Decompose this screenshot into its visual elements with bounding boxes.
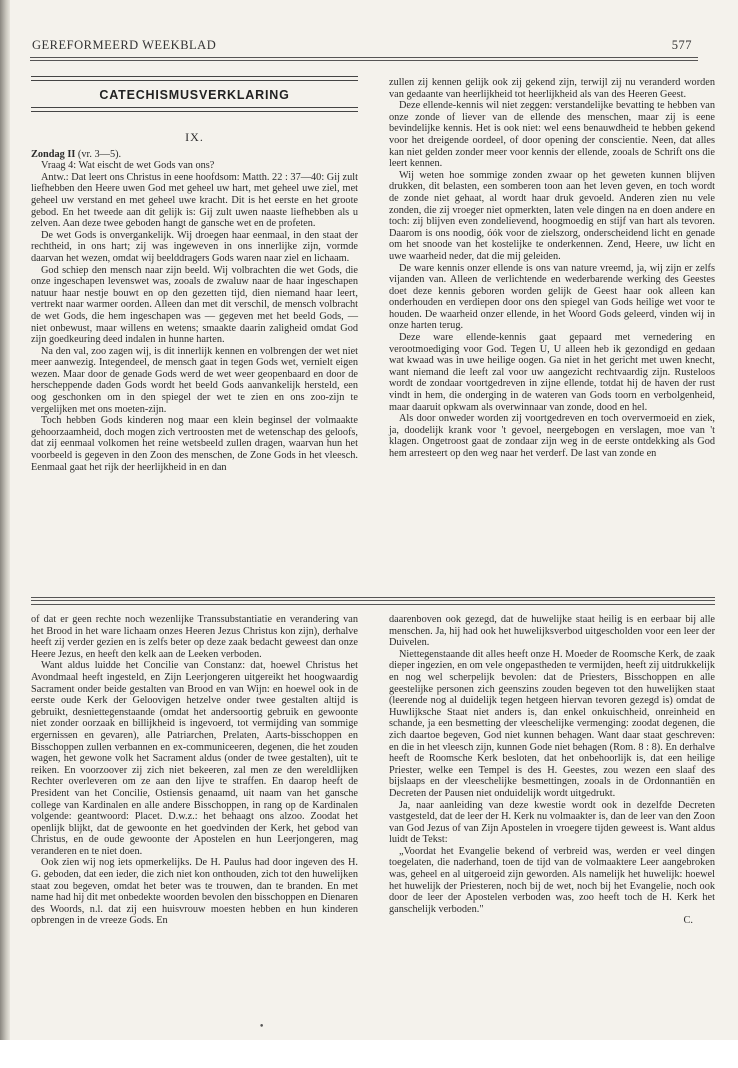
author-signature: C.	[683, 915, 693, 927]
paragraph: God schiep den mensch naar zijn beeld. Wij volbrachten die wet Gods, die onze ingeschapen levenswet was, zooals de zwaluw naar de haar ingeschapen natuur haar nestje bouwt en op den gezetten tijd, dien niemand haar leert, vertrekt naar warmer oorden. Alleen dan met dit verschil, de mensch volbracht de wet Gods, die hem ingeschapen was — gegeven met het beeld Gods, — niet onbewust, maar willens en wetens; smaakte daarin zaligheid omdat God zijn goedkeuring deed indalen in hunne harten.	[31, 264, 358, 346]
paragraph: Deze ware ellende-kennis gaat gepaard met vernedering en verootmoediging voor God. Tegen U, U alleen heb ik gezondigd en gedaan wat kwaad was in uwe heilige oogen. Ga niet in het gericht met uwen knecht, want niemand die leeft zal voor uw aangezicht rechtvaardig zijn. Rusteloos wordt de zondaar voortgedreven in zijne ellende, totdat hij de haven der rust vindt in hem, die onderging in de wateren van Gods toorn en verbolgenheid, maar daaruit opkwam als overwinnaar van zonde, dood en hel.	[389, 332, 715, 413]
paragraph: Ja, naar aanleiding van deze kwestie wordt ook in dezelfde Decreten vastgesteld, dat de leer der H. Kerk nu volmaakter is, dan de leer van den Zoon van God Jezus of van Zijn Apostelen in vroegere tijden geweest is. Want aldus luidt de Tekst:	[389, 799, 715, 846]
paragraph: Deze ellende-kennis wil niet zeggen: verstandelijke bevatting te hebben van onze zonde of liever van de ellende des menschen, maar zij is eene bevindelijke kennis. Het is ook niet: wel eens benauwdheid te hebben gekend voor het dreigende oordeel, of door opening der conscientie. Neen, dat alles kan niet gelden zonder meer voor kennis der ellende, zooals de Schrift ons die leert kennen.	[389, 100, 715, 170]
title-rules-bottom	[31, 107, 358, 115]
print-dot: •	[259, 1022, 265, 1032]
paragraph: Als door onweder worden zij voortgedreven en toch oververmoeid en ziek, ja, doodelijk krank voor 't gevoel, neergebogen en verslagen, moe van 't klagen. Ongetroost gaat de zondaar zijn weg in de eerste ontdekking als God hem arresteert op den weg naar het verderf. De last van zonde en	[389, 413, 715, 459]
title-rules-top	[31, 76, 358, 84]
paragraph: „Voordat het Evangelie bekend of verbreid was, werden er veel dingen toegelaten, die naderhand, toen de tijd van de volmaaktere Leer aangebroken was, geheel en al uitgeroeid zijn geworden. Als namelijk het huwelijk: hoewel het huwelijk der Priesteren, noch bij de wet, noch bij het Evangelie, noch ook door de leer der Apostelen verboden was, zoo heeft toch de H. Kerk het ganschelijk verboden."	[389, 845, 715, 915]
paragraph: Niettegenstaande dit alles heeft onze H. Moeder de Roomsche Kerk, de zaak dieper ingezien, en om vele ongepastheden te vermijden, heeft zij uitdrukkelijk en nog wel scherpelijk bevolen: dat de Priesters, Bisschoppen en alle geestelijke personen zich geenszins zouden begeven tot den huwelijken staat (leerende nog al duidelijk tegen hetgeen hiervan tevoren gezegd is) omdat de Huwlijksche Staat niet anders is, dan enkel onkuischheid, onreinheid en schande, ja een besmetting der vleeschelijke vermenging: zoodat degenen, die zich daartoe begeven, God niet kunnen behagen. Want daar staat geschreven: en die in het vleesch zijn, kunnen Gode niet behagen (Rom. 8 : 8). En derhalve heeft de Roomsche Kerk besloten, dat het onbehoorlijk is, dat een heilige Priester, welke een Tempel is des H. Geestes, zou wezen een slaaf des bijslaaps en der vleeschelijke besmettingen, zooals in de Ordonnantiën en Decreten der Pausen niet onduidelijk wordt uitgedrukt.	[389, 648, 715, 799]
paragraph: Toch hebben Gods kinderen nog maar een klein beginsel der volmaakte gehoorzaamheid, doch mogen zich vertroosten met de wetenschap des geloofs, dat zij eenmaal volkomen het reine wetsbeeld zullen dragen, waarvan hun het voorbeeld is gegeven in den Zoon des menschen, de Zone Gods in het vleesch. Eenmaal gaat het rijk der heerlijkheid in en dan	[31, 415, 358, 473]
paragraph: De wet Gods is onvergankelijk. Wij droegen haar eenmaal, in den staat der rechtheid, in ons hart; zij was ingeweven in ons innerlijke zijn, vormde daarvan het wezen, omdat wij beelddragers Gods waren naar ziel en lichaam.	[31, 229, 358, 264]
section-divider-3	[31, 604, 715, 605]
paragraph: Wij weten hoe sommige zonden zwaar op het geweten kunnen blijven drukken, dit belasten, een somberen toon aan het leven geven, en toch wordt de zonde niet gehaat, al wordt haar druk gevoeld. Anderen zien nu vele zonden, die zij vroeger niet opmerkten, laten vele dingen na en doen andere en toch: zij blijven even zondelievend, hoogmoedig en stijf van hart als tevoren. Daarom is ons noodig, óók voor de zielszorg, onderscheidend licht en genade om het snoode van het kostelijke te onderkennen. Zend, Heere, uw licht en uwe waarheid neder, dat die mij geleiden.	[389, 169, 715, 262]
paragraph: Antw.: Dat leert ons Christus in eene hoofdsom: Matth. 22 : 37—40: Gij zult liefhebben den Heere uwen God met geheel uw hart, met geheel uwe ziel, met geheel uw verstand en met geheel uwe kracht. Dit is het eerste en het groote gebod. En het tweede aan dit gelijk is: Gij zult uwen naaste liefhebben als u zelven. Aan deze twee geboden hangt de gansche wet en de profeten.	[31, 171, 358, 230]
section-divider	[31, 597, 715, 598]
publication-title: GEREFORMEERD WEEKBLAD	[32, 38, 217, 52]
binding-shadow	[0, 0, 10, 1040]
header-rule	[30, 57, 698, 58]
paragraph: of dat er geen rechte noch wezenlijke Transsubstantiatie en verandering van het Brood in het ware lichaam onzes Heeren Jezus Christus kon zijn), derhalve heeft zij verder gezien en is zelfs beter op deze zaak bedacht geweest dan onze Heere Jezus, en heeft den kelk aan de Leeken verboden.	[31, 614, 358, 660]
paragraph: Want aldus luidde het Concilie van Constanz: dat, hoewel Christus het Avondmaal heeft ingesteld, en Zijn Leerjongeren uitgereikt het hoogwaardig Sacrament onder beide gestalten van Brood en van Wijn: en hoewel ook in de eerste oude Kerk der Geloovigen hetzelve onder twee gestalten altijd is gebruikt, desniettegenstaande (omdat het andersoortig gebruik en gewoonte niet zonder oorzaak en billijkheid is ingevoerd, tot vermijding van sommige ergernissen en gevaren), alle Patriarchen, Prelaten, Aarts-bisschoppen en Bisschoppen zullen verbannen en ex-communiceeren, degenen, die het zouden wagen, het gewone volk het Sacrament aldus (onder de twee gestalten), uit te reiken. En voorzoover zij zich niet bekeeren, zal men ze den wereldlijken Rechter overleveren om ze aan den lijve te straffen. En daarop heeft de President van het Concilie, Ostiensis genaamd, uit naam van het gansche college van Kardinalen en alle andere Bisschoppen, in rang op de Kardinalen volgende: geantwoord: Placet. D.w.z.: het behaagt ons alzoo. Zoodat het openlijk blijkt, dat de gewoonte en het goedvinden der Kerk, het gebod van Christus, en de oude gewoonte der Apostelen en hun Leerjongeren, mag veranderen en te niet doen.	[31, 660, 358, 857]
paragraph: Ook zien wij nog iets opmerkelijks. De H. Paulus had door ingeven des H. G. geboden, dat een ieder, die zich niet kon onthouden, zich tot den huwelijken staat zou begeven, omdat het beter was te trouwen, dan te branden. En met name had hij dit met onbedekte woorden bevolen den bisschoppen en Dienaren des Woords, n.l. dat zij een huisvrouw moesten hebben en hun kinderen opbrengen in de vreeze Gods. En	[31, 857, 358, 927]
sunday-ref: (vr. 3—5).	[75, 148, 122, 160]
sunday-label: Zondag II	[31, 148, 76, 160]
column-bottom-right	[389, 614, 715, 927]
column-top-right	[389, 77, 715, 460]
header-rule-2	[30, 60, 698, 61]
scan-margin	[0, 1040, 738, 1068]
section-divider-2	[31, 600, 715, 601]
sunday-heading	[31, 149, 358, 161]
column-bottom-left	[31, 614, 358, 927]
paragraph: De ware kennis onzer ellende is ons van nature vreemd, ja, wij zijn er zelfs vijanden van. Alleen de verlichtende en wederbarende werking des Geestes doet deze kennis geboren worden gelijk de Geest haar ook alleen kan onderhouden en verdiepen door ons den spiegel van Gods heilige wet voor te houden. De waarheid onzer ellende, in het Woord Gods geleerd, vinden wij in onze harten terug.	[389, 262, 715, 332]
part-number: IX.	[185, 130, 204, 144]
paragraph: Na den val, zoo zagen wij, is dit innerlijk kennen en volbrengen der wet niet meer aanwezig. Integendeel, de mensch gaat in tegen Gods wet, vernielt eigen wezen. Maar door de genade Gods werd de wet weer geopenbaard en door de herscheppende daden Gods wordt het beeld Gods aanvankelijk hersteld, een oog geschonken om in den spiegel der wet te zien en ons zoo-zijn te vergelijken met ons moeten-zijn.	[31, 345, 358, 415]
paragraph: Vraag 4: Wat eischt de wet Gods van ons?	[41, 160, 215, 172]
running-header	[32, 38, 692, 53]
paragraph: zullen zij kennen gelijk ook zij gekend zijn, terwijl zij nu veranderd worden van gedaante van heerlijkheid tot heerlijkheid als van des Heeren Geest.	[389, 77, 715, 100]
section-title: CATECHISMUSVERKLARING	[99, 88, 290, 102]
page-number: 577	[671, 38, 692, 52]
paragraph: daarenboven ook gezegd, dat de huwelijke staat heilig is en eerbaar bij alle menschen. Ja, hij had ook het huwelijksverbod uitgescholden voor een leer der Duivelen.	[389, 614, 715, 649]
column-top-left	[31, 130, 358, 473]
